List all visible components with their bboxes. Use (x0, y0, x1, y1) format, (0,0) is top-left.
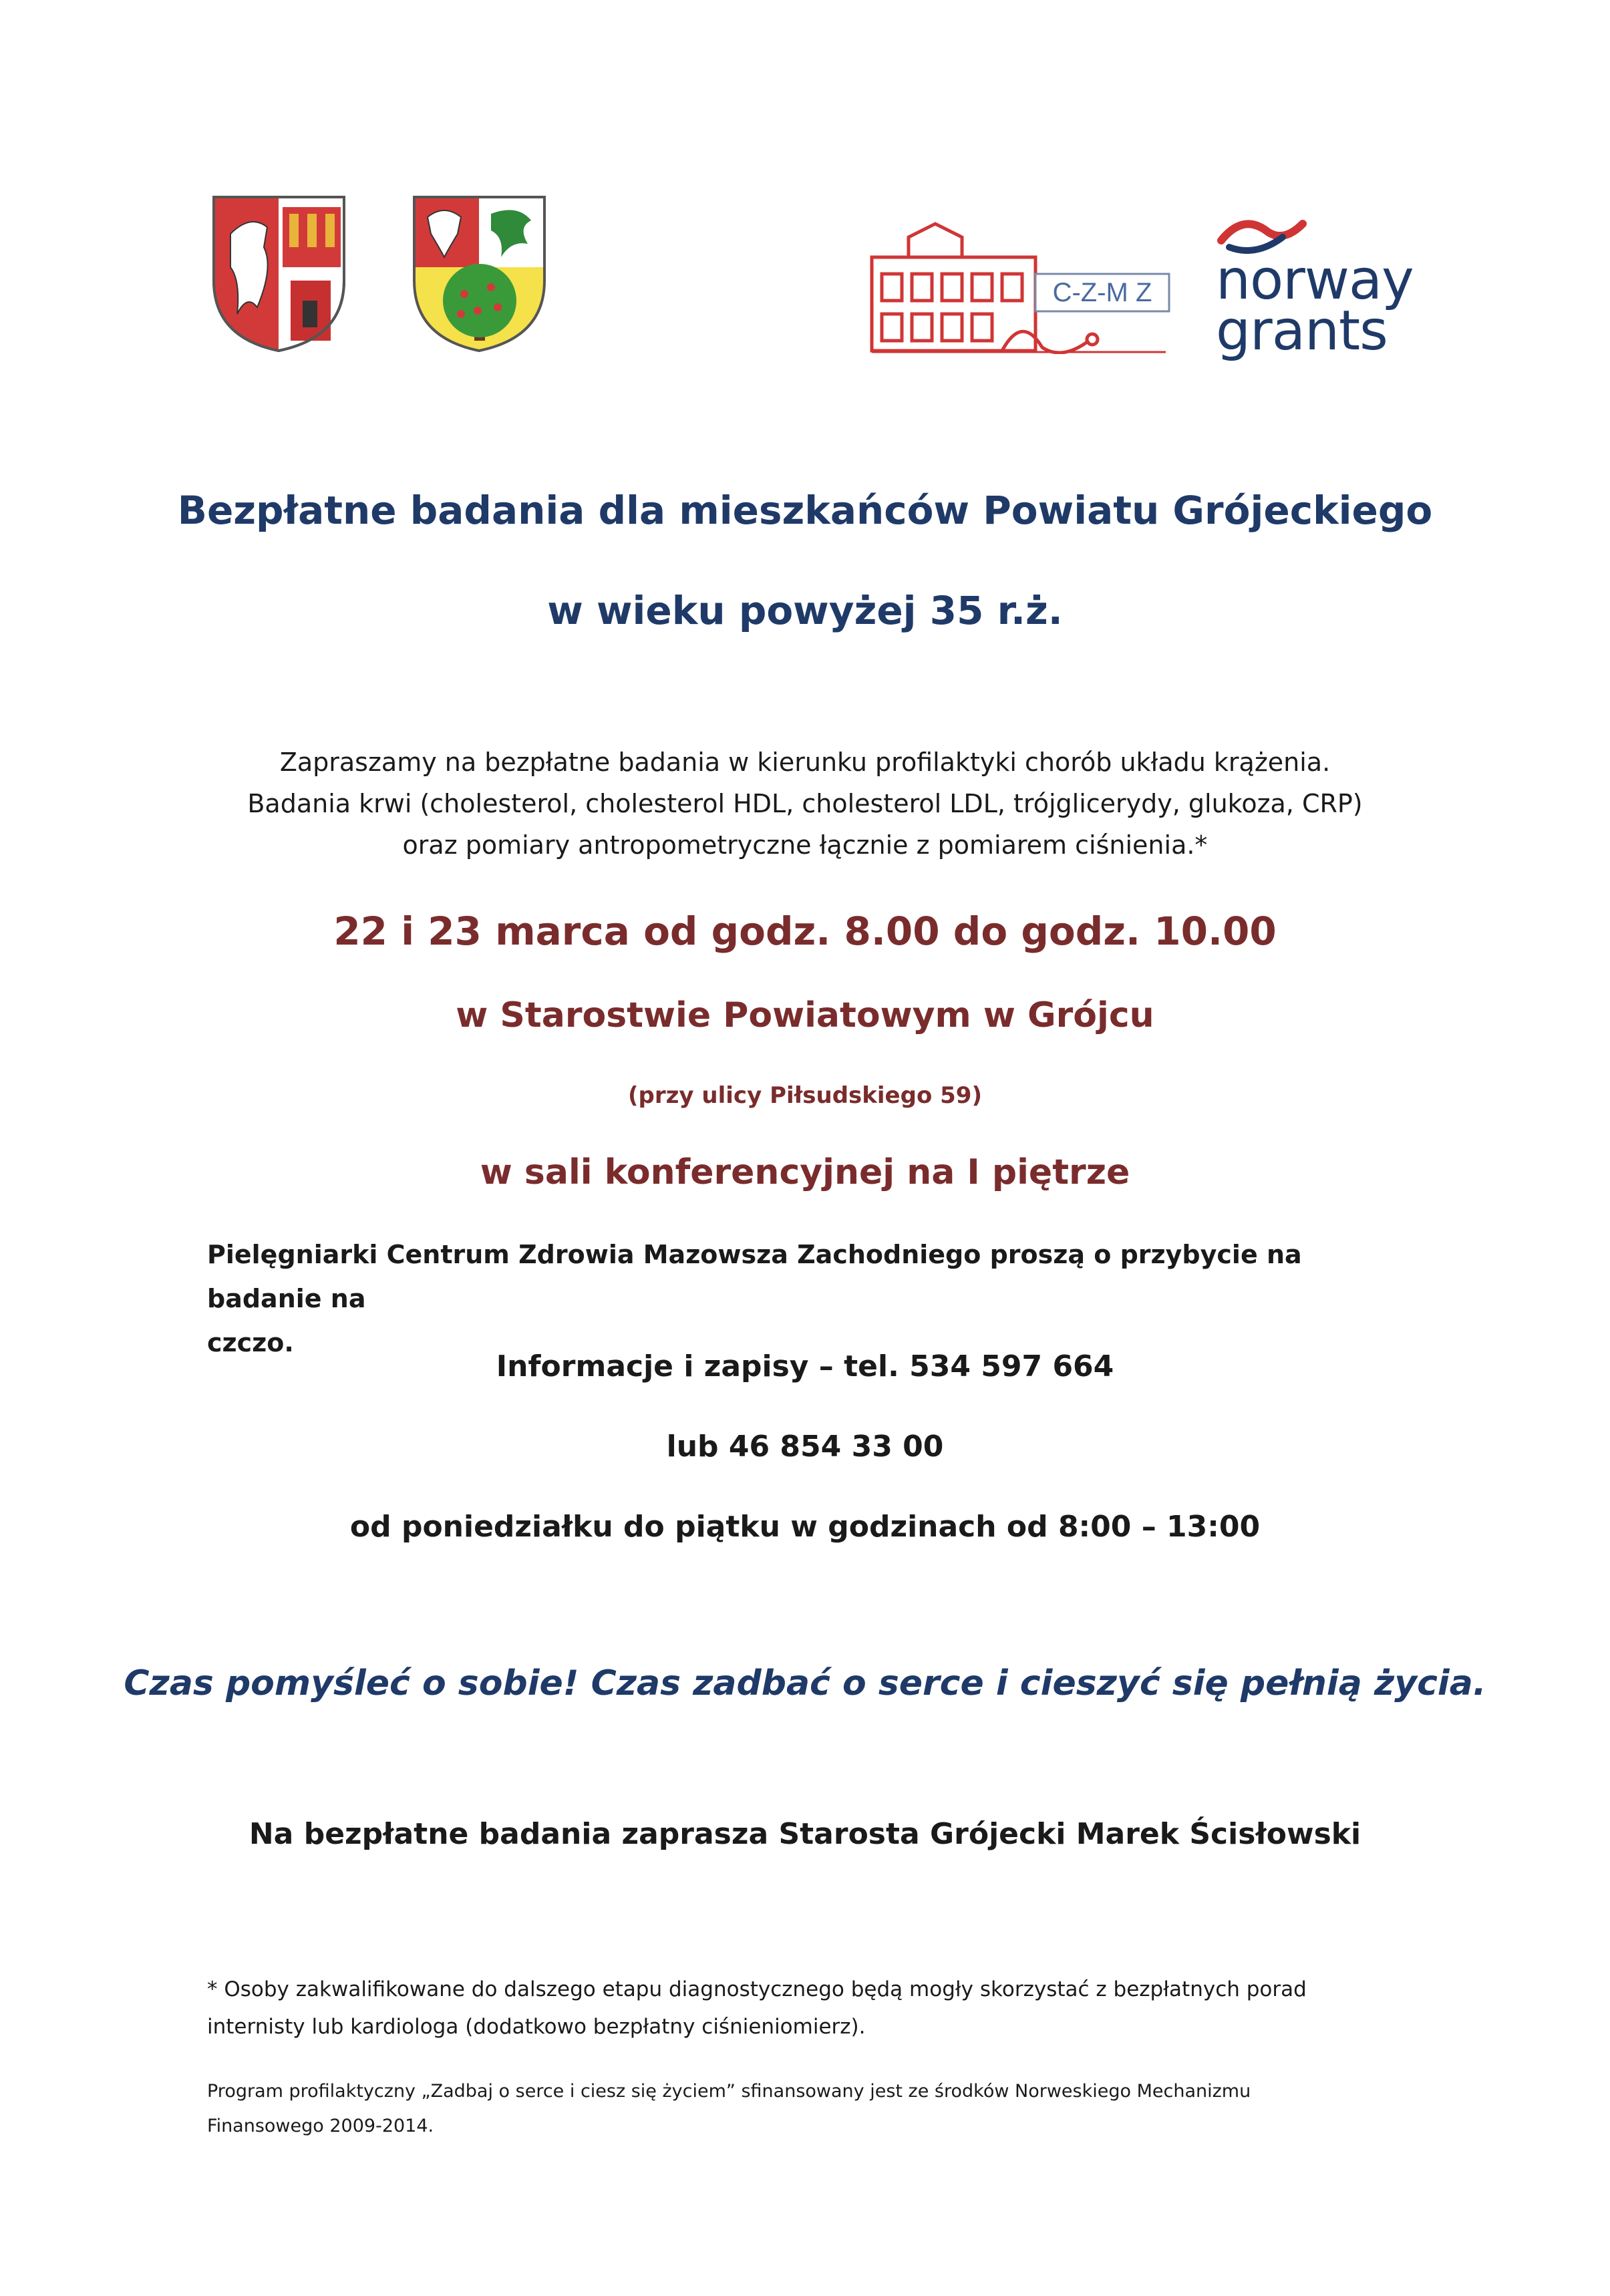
grants-text: grants (1216, 299, 1388, 363)
event-street: (przy ulicy Piłsudskiego 59) (627, 1082, 983, 1109)
intro-line-3: oraz pomiary antropometryczne łącznie z pomiarem ciśnienia.* (402, 830, 1208, 860)
intro-line-2: Badania krwi (cholesterol, cholesterol HDL, cholesterol LDL, trójglicerydy, glukoza, CRP) (247, 789, 1363, 818)
czmz-text: C-Z-M Z (1052, 278, 1152, 307)
title-line-1: Bezpłatne badania dla mieszkańców Powiatu Grójeckiego (177, 488, 1433, 533)
program-line-2: Finansowego 2009-2014. (207, 2116, 434, 2136)
slogan: Czas pomyśleć o sobie! Czas zadbać o serce i cieszyć się pełnią życia. (124, 1663, 1486, 1703)
nurses-note (207, 1233, 1410, 1365)
program-note (207, 2074, 1410, 2144)
norway-text: norway (1216, 249, 1414, 312)
event-place: w Starostwie Powiatowym w Grójcu (456, 995, 1154, 1035)
intro-paragraph (0, 742, 1610, 866)
nurses-line-1: Pielęgniarki Centrum Zdrowia Mazowsza Zachodniego proszą o przybycie na badanie na (207, 1240, 1302, 1313)
contact-hours: od poniedziałku do piątku w godzinach od 8:00 – 13:00 (349, 1510, 1261, 1544)
footnote-line-1: * Osoby zakwalifikowane do dalszego etapu diagnostycznego będą mogły skorzystać z bezpłatnych porad (207, 1977, 1307, 2001)
contact-phone-2: lub 46 854 33 00 (666, 1430, 944, 1464)
invite-line: Na bezpłatne badania zaprasza Starosta Grójecki Marek Ścisłowski (249, 1817, 1361, 1851)
coat-of-arms-eagle-tower-icon (210, 194, 347, 354)
program-line-1: Program profilaktyczny „Zadbaj o serce i ciesz się życiem” sfinansowany jest ze środków Norweskiego Mechanizmu (207, 2081, 1251, 2102)
nurses-line-2: czczo. (207, 1328, 294, 1357)
czmz-logo (868, 220, 1176, 354)
contact-phone-1: Informacje i zapisy – tel. 534 597 664 (496, 1349, 1114, 1383)
norway-grants-logo (1216, 214, 1416, 361)
footnote (207, 1971, 1410, 2045)
event-room: w sali konferencyjnej na I piętrze (480, 1152, 1130, 1192)
coat-of-arms-eagle-dragon-tree-icon (411, 194, 548, 354)
intro-line-1: Zapraszamy na bezpłatne badania w kierunku profilaktyki chorób układu krążenia. (279, 748, 1331, 777)
footnote-line-2: internisty lub kardiologa (dodatkowo bezpłatny ciśnieniomierz). (207, 2015, 866, 2039)
event-date: 22 i 23 marca od godz. 8.00 do godz. 10.00 (333, 909, 1277, 954)
title-line-2: w wieku powyżej 35 r.ż. (547, 588, 1063, 633)
norway-grants-swirl-icon (1216, 214, 1309, 254)
